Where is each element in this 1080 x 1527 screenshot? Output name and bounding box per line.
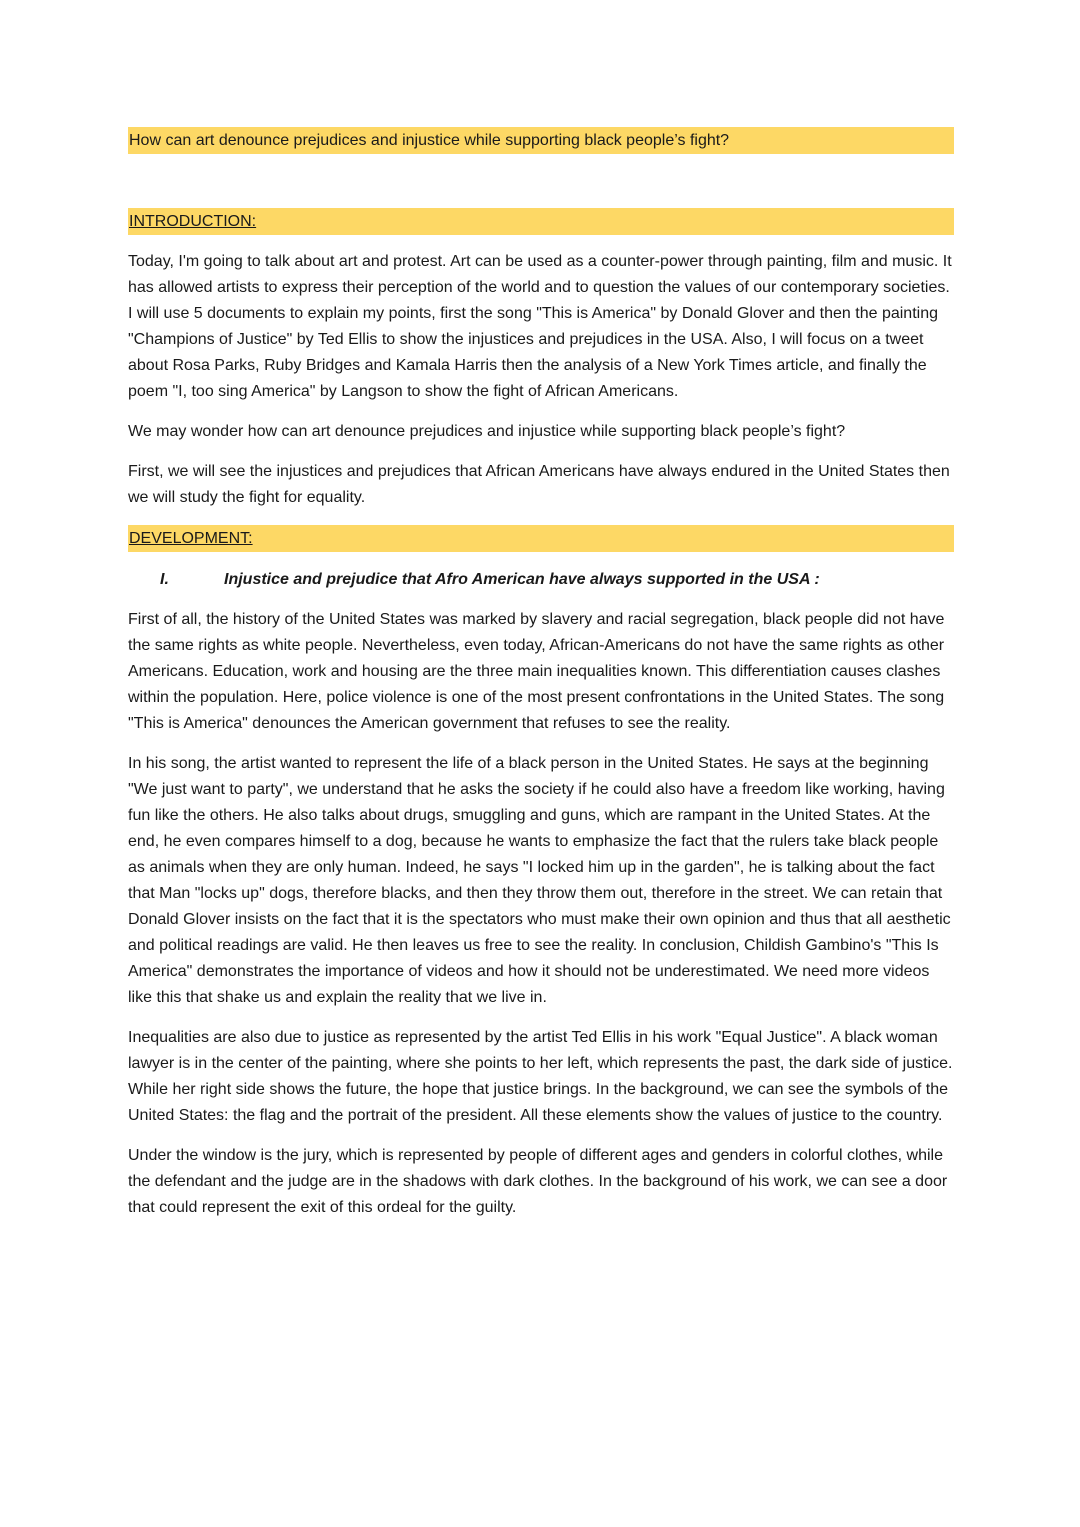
document-page — [128, 127, 954, 1221]
section-1-paragraph-3: Inequalities are also due to justice as represented by the artist Ted Ellis in his work "Equal Justice". A black woman lawyer is in the center of the painting, where she points to her left, which represents the past, the dark side of justice. While her right side shows the future, the hope that justice brings. In the background, we can see the symbols of the United States: the flag and the portrait of the president. All these elements show the values of justice to the country. — [128, 1029, 953, 1124]
section-1-heading — [128, 567, 954, 593]
section-1-number: I. — [160, 571, 169, 588]
development-heading: DEVELOPMENT: — [128, 525, 954, 552]
section-1-paragraph-2: In his song, the artist wanted to represent the life of a black person in the United States. He says at the beginning "We just want to party", we understand that he asks the society if he could also have a freedom like working, having fun like the others. He also talks about drugs, smuggling and guns, which are rampant in the United States. At the end, he even compares himself to a dog, because he wants to emphasize the fact that the rulers take black people as animals when they are only human. Indeed, he says "I locked him up in the garden", he is talking about the fact that Man "locks up" dogs, therefore blacks, and then they throw them out, therefore in the street. We can retain that Donald Glover insists on the fact that it is the spectators who must make their own opinion and thus that all aesthetic and political readings are valid. He then leaves us free to see the reality. In conclusion, Childish Gambino's "This Is America" demonstrates the importance of videos and how it should not be underestimated. We need more videos like this that shake us and explain the reality that we live in. — [128, 755, 951, 1006]
section-1-title: Injustice and prejudice that Afro American have always supported in the USA : — [224, 571, 820, 588]
introduction-heading: INTRODUCTION: — [128, 208, 954, 235]
document-title: How can art denounce prejudices and injustice while supporting black people’s fight? — [128, 127, 954, 154]
introduction-paragraph-1: Today, I'm going to talk about art and protest. Art can be used as a counter-power through painting, film and music. It has allowed artists to express their perception of the world and to question the values of our contemporary societies. I will use 5 documents to explain my points, first the song "This is America" by Donald Glover and then the painting "Champions of Justice" by Ted Ellis to show the injustices and prejudices in the USA. Also, I will focus on a tweet about Rosa Parks, Ruby Bridges and Kamala Harris then the analysis of a New York Times article, and finally the poem "I, too sing America" by Langson to show the fight of African Americans. — [128, 253, 952, 400]
introduction-paragraph-2: We may wonder how can art denounce prejudices and injustice while supporting black people’s fight? — [128, 423, 846, 440]
section-1-paragraph-4: Under the window is the jury, which is represented by people of different ages and genders in colorful clothes, while the defendant and the judge are in the shadows with dark clothes. In the background of his work, we can see a door that could represent the exit of this ordeal for the guilty. — [128, 1147, 948, 1216]
introduction-paragraph-3: First, we will see the injustices and prejudices that African Americans have always endured in the United States then we will study the fight for equality. — [128, 463, 950, 506]
section-1-paragraph-1: First of all, the history of the United States was marked by slavery and racial segregation, black people did not have the same rights as white people. Nevertheless, even today, African-Americans do not have the same rights as other Americans. Education, work and housing are the three main inequalities known. This differentiation causes clashes within the population. Here, police violence is one of the most present confrontations in the United States. The song "This is America" denounces the American government that refuses to see the reality. — [128, 611, 945, 732]
